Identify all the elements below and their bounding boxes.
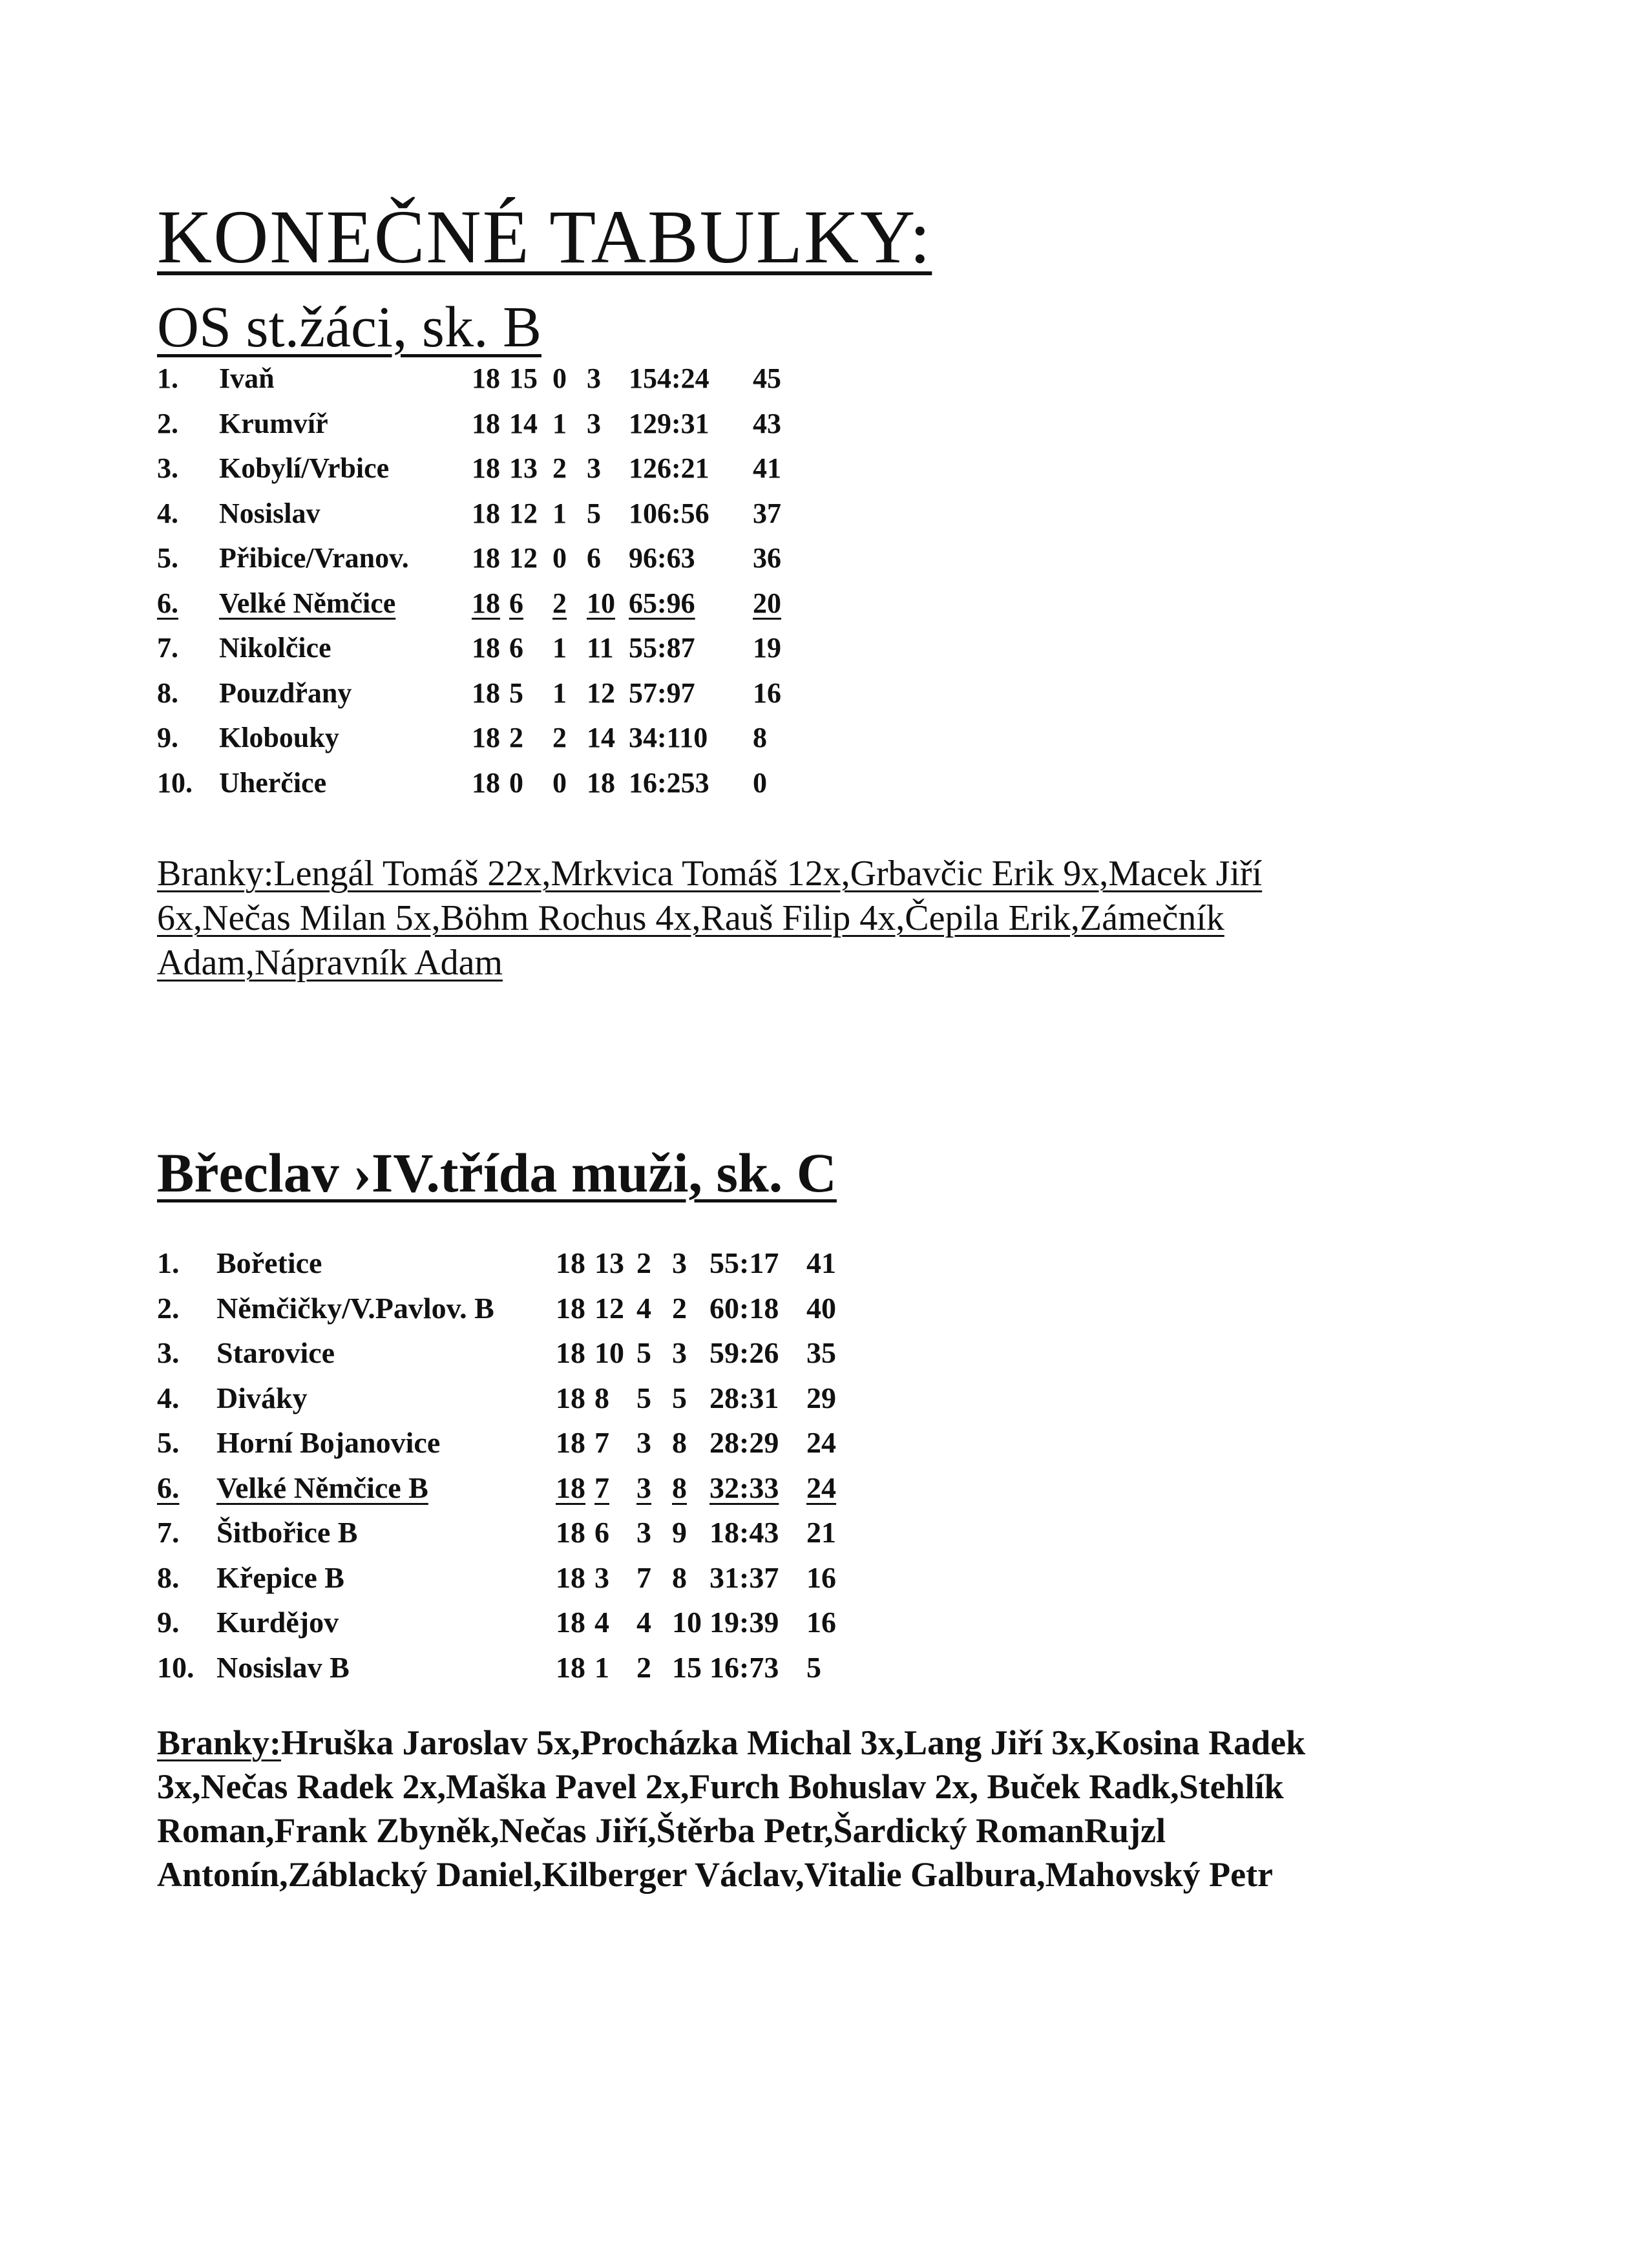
cell-pts: 43 [753, 408, 781, 439]
cell-l: 12 [587, 677, 615, 709]
cell-pts: 21 [806, 1516, 836, 1549]
scorers-paragraph-2 [157, 1721, 1449, 1896]
cell-team: Klobouky [219, 722, 339, 753]
cell-l: 2 [672, 1292, 687, 1325]
cell-l: 8 [672, 1471, 687, 1504]
cell-pts: 19 [753, 632, 781, 664]
cell-w: 6 [509, 587, 523, 619]
cell-rank: 5. [157, 542, 178, 574]
cell-w: 12 [594, 1292, 624, 1325]
cell-score: 59:26 [709, 1336, 779, 1369]
cell-rank: 10. [157, 767, 193, 799]
scorers-paragraph-1 [157, 852, 1449, 985]
cell-p: 18 [472, 632, 500, 664]
cell-p: 18 [472, 587, 500, 619]
cell-w: 12 [509, 542, 538, 574]
cell-pts: 8 [753, 722, 767, 753]
cell-team: Diváky [216, 1381, 308, 1414]
scorers-label-2: Branky: [157, 1723, 282, 1762]
table-row [157, 1423, 932, 1463]
cell-score: 32:33 [709, 1471, 779, 1504]
cell-score: 60:18 [709, 1292, 779, 1325]
cell-w: 5 [509, 677, 523, 709]
table-row [157, 1468, 932, 1508]
cell-score: 16:253 [629, 767, 709, 799]
cell-d: 0 [552, 362, 567, 394]
cell-l: 3 [672, 1336, 687, 1369]
cell-w: 15 [509, 362, 538, 394]
cell-l: 14 [587, 722, 615, 753]
cell-l: 11 [587, 632, 614, 664]
cell-p: 18 [472, 498, 500, 529]
scorers-text-1: Branky:Lengál Tomáš 22x,Mrkvica Tomáš 12x,Grbavčic Erik 9x,Macek Jiří 6x,Nečas Milan 5x,Böhm Rochus 4x,Rauš Filip 4x,Čepila Erik,Zámečník Adam,Nápravník Adam [157, 854, 1263, 983]
table-row [157, 359, 932, 399]
table-row [157, 1513, 932, 1553]
cell-pts: 16 [753, 677, 781, 709]
cell-w: 7 [594, 1426, 609, 1459]
cell-l: 8 [672, 1426, 687, 1459]
cell-p: 18 [472, 542, 500, 574]
cell-l: 3 [587, 408, 601, 439]
cell-d: 5 [636, 1336, 651, 1369]
cell-rank: 4. [157, 498, 178, 529]
table-row [157, 1243, 932, 1283]
cell-d: 0 [552, 542, 567, 574]
cell-w: 13 [509, 452, 538, 484]
cell-l: 10 [587, 587, 615, 619]
cell-rank: 7. [157, 1516, 180, 1549]
cell-team: Kobylí/Vrbice [219, 452, 390, 484]
cell-score: 16:73 [709, 1651, 779, 1684]
cell-l: 3 [587, 452, 601, 484]
cell-rank: 7. [157, 632, 178, 664]
cell-d: 1 [552, 408, 567, 439]
cell-d: 4 [636, 1606, 651, 1639]
cell-team: Šitbořice B [216, 1516, 358, 1549]
cell-rank: 9. [157, 722, 178, 753]
cell-d: 3 [636, 1426, 651, 1459]
cell-l: 9 [672, 1516, 687, 1549]
table-row [157, 538, 932, 578]
table-row [157, 673, 932, 713]
cell-p: 18 [556, 1651, 585, 1684]
table-row [157, 628, 932, 668]
cell-p: 18 [472, 408, 500, 439]
cell-score: 154:24 [629, 362, 709, 394]
cell-p: 18 [556, 1516, 585, 1549]
cell-d: 1 [552, 632, 567, 664]
cell-team: Horní Bojanovice [216, 1426, 441, 1459]
cell-w: 2 [509, 722, 523, 753]
table-row [157, 448, 932, 488]
cell-pts: 45 [753, 362, 781, 394]
cell-rank: 9. [157, 1606, 180, 1639]
cell-rank: 1. [157, 1246, 180, 1279]
table-row [157, 1648, 932, 1688]
cell-w: 8 [594, 1381, 609, 1414]
cell-score: 55:87 [629, 632, 695, 664]
cell-score: 19:39 [709, 1606, 779, 1639]
cell-rank: 6. [157, 1471, 180, 1504]
cell-p: 18 [556, 1246, 585, 1279]
cell-score: 28:29 [709, 1426, 779, 1459]
cell-pts: 0 [753, 767, 767, 799]
cell-rank: 10. [157, 1651, 194, 1684]
cell-pts: 29 [806, 1381, 836, 1414]
cell-score: 126:21 [629, 452, 709, 484]
cell-p: 18 [472, 677, 500, 709]
section-heading-1: OS st.žáci, sk. B [157, 295, 541, 359]
cell-l: 15 [672, 1651, 702, 1684]
cell-d: 5 [636, 1381, 651, 1414]
cell-score: 34:110 [629, 722, 708, 753]
cell-pts: 37 [753, 498, 781, 529]
cell-pts: 35 [806, 1336, 836, 1369]
cell-p: 18 [556, 1426, 585, 1459]
cell-score: 65:96 [629, 587, 695, 619]
cell-p: 18 [556, 1292, 585, 1325]
cell-team: Velké Němčice B [216, 1471, 428, 1504]
table-row [157, 583, 932, 624]
cell-p: 18 [556, 1471, 585, 1504]
cell-w: 10 [594, 1336, 624, 1369]
cell-rank: 1. [157, 362, 178, 394]
cell-w: 14 [509, 408, 538, 439]
cell-pts: 5 [806, 1651, 821, 1684]
table-row [157, 718, 932, 758]
cell-w: 12 [509, 498, 538, 529]
table-row [157, 1378, 932, 1418]
cell-d: 2 [636, 1246, 651, 1279]
cell-team: Nosislav [219, 498, 320, 529]
cell-p: 18 [472, 362, 500, 394]
cell-team: Křepice B [216, 1561, 344, 1594]
cell-team: Krumvíř [219, 408, 328, 439]
cell-rank: 5. [157, 1426, 180, 1459]
cell-l: 3 [587, 362, 601, 394]
cell-score: 57:97 [629, 677, 695, 709]
cell-score: 31:37 [709, 1561, 779, 1594]
cell-rank: 3. [157, 1336, 180, 1369]
cell-d: 2 [636, 1651, 651, 1684]
cell-d: 0 [552, 767, 567, 799]
cell-pts: 24 [806, 1471, 836, 1504]
cell-score: 96:63 [629, 542, 695, 574]
cell-pts: 41 [753, 452, 781, 484]
cell-score: 129:31 [629, 408, 709, 439]
cell-score: 55:17 [709, 1246, 779, 1279]
cell-p: 18 [556, 1561, 585, 1594]
cell-d: 7 [636, 1561, 651, 1594]
cell-p: 18 [472, 767, 500, 799]
cell-w: 13 [594, 1246, 624, 1279]
cell-l: 3 [672, 1246, 687, 1279]
cell-team: Nikolčice [219, 632, 331, 664]
table-row [157, 1333, 932, 1373]
cell-w: 0 [509, 767, 523, 799]
cell-score: 28:31 [709, 1381, 779, 1414]
cell-pts: 16 [806, 1606, 836, 1639]
cell-score: 106:56 [629, 498, 709, 529]
cell-p: 18 [472, 722, 500, 753]
cell-w: 7 [594, 1471, 609, 1504]
cell-rank: 2. [157, 1292, 180, 1325]
cell-w: 3 [594, 1561, 609, 1594]
cell-l: 5 [587, 498, 601, 529]
cell-d: 3 [636, 1516, 651, 1549]
cell-l: 5 [672, 1381, 687, 1414]
cell-d: 4 [636, 1292, 651, 1325]
cell-rank: 2. [157, 408, 178, 439]
cell-d: 1 [552, 677, 567, 709]
cell-w: 1 [594, 1651, 609, 1684]
table-row [157, 494, 932, 534]
cell-rank: 6. [157, 587, 178, 619]
cell-team: Kurdějov [216, 1606, 339, 1639]
cell-team: Ivaň [219, 362, 275, 394]
cell-pts: 20 [753, 587, 781, 619]
table-row [157, 1558, 932, 1598]
cell-l: 8 [672, 1561, 687, 1594]
cell-l: 6 [587, 542, 601, 574]
cell-p: 18 [556, 1381, 585, 1414]
cell-team: Němčičky/V.Pavlov. B [216, 1292, 494, 1325]
cell-l: 18 [587, 767, 615, 799]
table-row [157, 763, 932, 803]
cell-team: Bořetice [216, 1246, 322, 1279]
cell-d: 2 [552, 587, 567, 619]
cell-team: Pouzdřany [219, 677, 352, 709]
table-row [157, 1288, 932, 1328]
cell-rank: 4. [157, 1381, 180, 1414]
cell-pts: 41 [806, 1246, 836, 1279]
scorers-text-2: Hruška Jaroslav 5x,Procházka Michal 3x,Lang Jiří 3x,Kosina Radek 3x,Nečas Radek 2x,Maška Pavel 2x,Furch Bohuslav 2x, Buček Radk,Stehlík Roman,Frank Zbyněk,Nečas Jiří,Štěrba Petr,Šardický RomanRujzl Antonín,Záblacký Daniel,Kilberger Václav,Vitalie Galbura,Mahovský Petr [157, 1723, 1306, 1894]
cell-w: 6 [509, 632, 523, 664]
cell-pts: 36 [753, 542, 781, 574]
cell-team: Velké Němčice [219, 587, 396, 619]
cell-rank: 8. [157, 1561, 180, 1594]
cell-d: 2 [552, 722, 567, 753]
table-row [157, 404, 932, 444]
section-heading-2: Břeclav ›IV.třída muži, sk. C [157, 1142, 837, 1204]
cell-p: 18 [556, 1606, 585, 1639]
cell-d: 2 [552, 452, 567, 484]
cell-p: 18 [472, 452, 500, 484]
cell-team: Nosislav B [216, 1651, 350, 1684]
cell-rank: 3. [157, 452, 178, 484]
cell-team: Starovice [216, 1336, 335, 1369]
cell-rank: 8. [157, 677, 178, 709]
cell-pts: 16 [806, 1561, 836, 1594]
cell-w: 4 [594, 1606, 609, 1639]
cell-pts: 40 [806, 1292, 836, 1325]
cell-team: Uherčice [219, 767, 327, 799]
page-title: KONEČNÉ TABULKY: [157, 194, 932, 279]
cell-p: 18 [556, 1336, 585, 1369]
cell-l: 10 [672, 1606, 702, 1639]
cell-d: 3 [636, 1471, 651, 1504]
cell-team: Přibice/Vranov. [219, 542, 409, 574]
table-row [157, 1602, 932, 1643]
cell-score: 18:43 [709, 1516, 779, 1549]
cell-pts: 24 [806, 1426, 836, 1459]
cell-d: 1 [552, 498, 567, 529]
cell-w: 6 [594, 1516, 609, 1549]
